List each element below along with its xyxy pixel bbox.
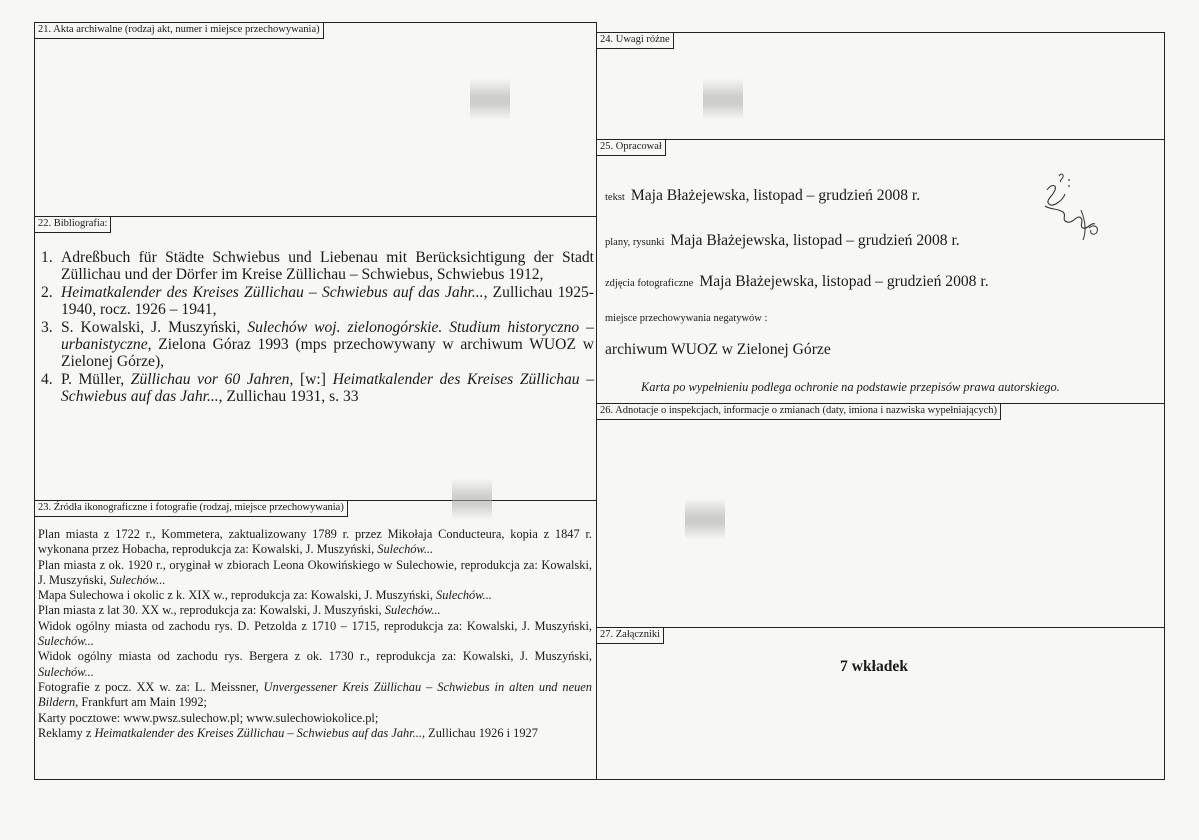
author-photos-label: zdjęcia fotograficzne xyxy=(605,278,694,289)
handwritten-signature xyxy=(1029,168,1111,248)
iconography-item: Fotografie z pocz. XX w. za: L. Meissner, Unvergessener Kreis Züllichau – Schwiebus in alten und neuen Bildern, Frankfurt am Main 1992; xyxy=(38,679,592,710)
field-23-box xyxy=(34,500,597,780)
author-text-label: tekst xyxy=(605,192,625,203)
author-photos-row xyxy=(605,273,989,291)
field-24-box xyxy=(596,32,1165,140)
iconography-item: Widok ogólny miasta od zachodu rys. Bergera z ok. 1730 r., reprodukcja za: Kowalski, J. Muszyński, Sulechów... xyxy=(38,649,592,679)
author-plans-row xyxy=(605,232,960,250)
field-25-header: 25. Opracował xyxy=(597,140,666,156)
author-plans-value: Maja Błażejewska, listopad – grudzień 2008 r. xyxy=(670,232,960,249)
copyright-note: Karta po wypełnieniu podlega ochronie na podstawie przepisów prawa autorskiego. xyxy=(641,380,1060,394)
iconography-item: Plan miasta z 1722 r., Kommetera, zaktualizowany 1789 r. przez Mikołaja Conducteura, kopia z 1847 r. wykonana przez Hobacha, reprodukcja za: Kowalski, J. Muszyński, Sulechów... xyxy=(38,527,592,557)
field-22-header: 22. Bibliografia: xyxy=(35,217,111,233)
author-plans-label: plany, rysunki xyxy=(605,237,665,248)
author-photos-value: Maja Błażejewska, listopad – grudzień 2008 r. xyxy=(699,273,989,290)
field-27-header: 27. Załączniki xyxy=(597,628,664,644)
bibliography-item xyxy=(41,284,594,319)
bibliography-list xyxy=(41,249,594,406)
field-26-header: 26. Adnotacje o inspekcjach, informacje o zmianach (daty, imiona i nazwiska wypełniających) xyxy=(597,404,1001,420)
attachments-count: 7 wkładek xyxy=(840,658,909,675)
author-text-value: Maja Błażejewska, listopad – grudzień 2008 r. xyxy=(630,187,921,204)
iconography-list xyxy=(38,527,592,741)
negatives-location-value: archiwum WUOZ w Zielonej Górze xyxy=(605,341,831,358)
bibliography-item-number: 4. xyxy=(41,370,53,388)
author-text-row xyxy=(605,187,920,205)
field-21-header: 21. Akta archiwalne (rodzaj akt, numer i miejsce przechowywania) xyxy=(35,23,324,39)
field-22-box xyxy=(34,216,597,501)
field-26-box xyxy=(596,403,1165,628)
bibliography-item xyxy=(41,319,594,371)
field-23-header: 23. Źródła ikonograficzne i fotografie (rodzaj, miejsce przechowywania) xyxy=(35,501,348,517)
iconography-item: Mapa Sulechowa i okolic z k. XIX w., reprodukcja za: Kowalski, J. Muszyński, Sulechów... xyxy=(38,588,492,603)
scan-smudge xyxy=(685,498,725,540)
iconography-item: Widok ogólny miasta od zachodu rys. D. Petzolda z 1710 – 1715, reprodukcja za: Kowalski, J. Muszyński, Sulechów... xyxy=(38,618,592,649)
scan-smudge xyxy=(470,78,510,120)
field-25-box xyxy=(596,139,1165,404)
bibliography-item-number: 3. xyxy=(41,318,53,336)
bibliography-item-text: Heimatkalender des Kreises Züllichau – Schwiebus auf das Jahr..., Zullichau 1925-1940, rocz. 1926 – 1941, xyxy=(61,283,594,319)
field-27-box xyxy=(596,627,1165,780)
field-21-box xyxy=(34,22,597,217)
bibliography-item xyxy=(41,371,594,406)
scan-smudge xyxy=(703,78,743,120)
negatives-location-label: miejsce przechowywania negatywów : xyxy=(605,313,768,324)
bibliography-item-text: P. Müller, Züllichau vor 60 Jahren, [w:] Heimatkalender des Kreises Züllichau – Schwiebus auf das Jahr..., Zullichau 1931, s. 33 xyxy=(61,370,594,406)
scan-smudge xyxy=(452,478,492,520)
iconography-item: Reklamy z Heimatkalender des Kreises Züllichau – Schwiebus auf das Jahr..., Zullichau 1926 i 1927 xyxy=(38,725,538,740)
iconography-item: Karty pocztowe: www.pwsz.sulechow.pl; www.sulechowiokolice.pl; xyxy=(38,710,379,725)
bibliography-item-text: S. Kowalski, J. Muszyński, Sulechów woj. zielonogórskie. Studium historyczno – urbanistyczne, Zielona Góraz 1993 (mps przechowywany w archiwum WUOZ w Zielonej Górze), xyxy=(61,318,594,371)
iconography-item: Plan miasta z ok. 1920 r., oryginał w zbiorach Leona Okowińskiego w Sulechowie, reprodukcja za: Kowalski, J. Muszyński, Sulechów... xyxy=(38,557,592,587)
bibliography-item-number: 2. xyxy=(41,283,53,301)
iconography-item: Plan miasta z lat 30. XX w., reprodukcja za: Kowalski, J. Muszyński, Sulechów... xyxy=(38,603,441,618)
bibliography-item-number: 1. xyxy=(41,249,53,266)
bibliography-item xyxy=(41,249,594,284)
field-24-header: 24. Uwagi różne xyxy=(597,33,674,49)
bibliography-item-text: Adreßbuch für Städte Schwiebus und Liebenau mit Berücksichtigung der Stadt Züllichau und der Dörfer im Kreise Züllichau – Schwiebus, Schwiebus 1912, xyxy=(61,249,594,284)
